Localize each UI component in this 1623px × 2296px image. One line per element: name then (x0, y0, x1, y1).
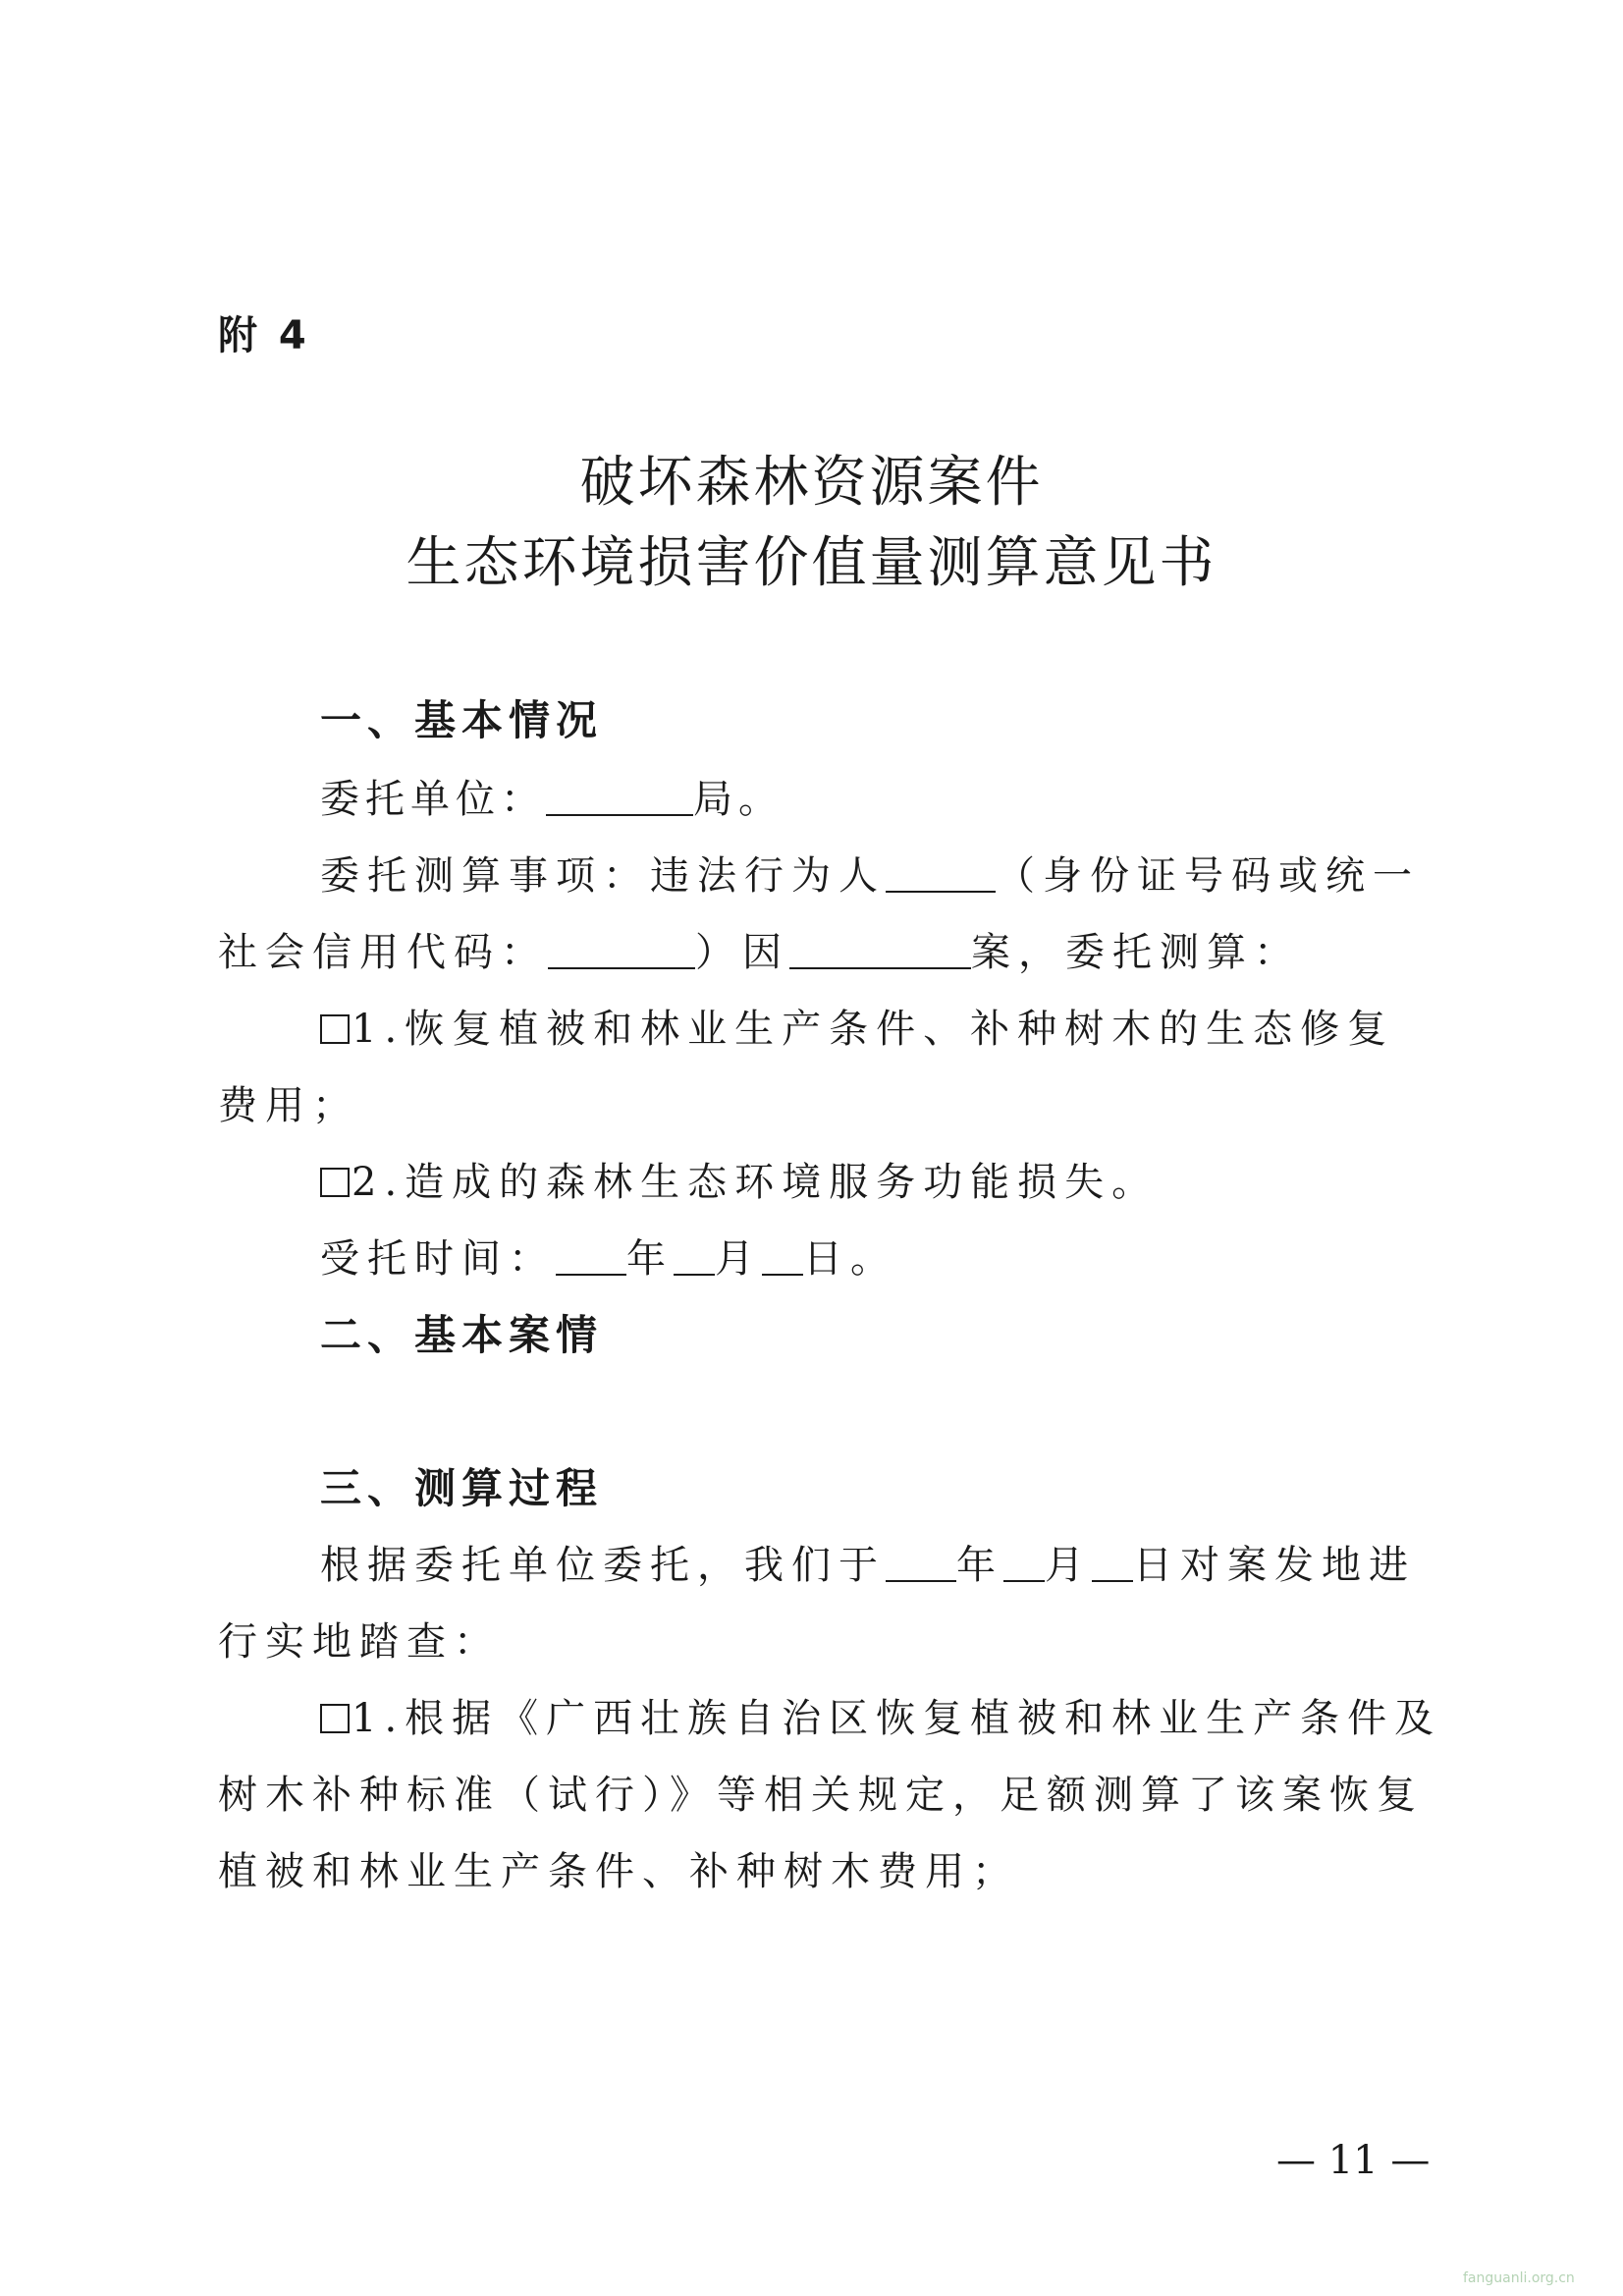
process-item-1-line-1 (320, 1689, 1441, 1748)
survey-day-blank (1092, 1541, 1133, 1582)
section-heading-basic-info: 一、基本情况 (320, 696, 604, 744)
process-item-1-line-2: 树木补种标准（试行）》等相关规定，足额测算了该案恢复 (218, 1773, 1424, 1818)
received-month-blank (674, 1234, 715, 1276)
option-1-text: 1.恢复植被和林业生产条件、补种树木的生态修复 (352, 1007, 1395, 1052)
document-title-line2: 生态环境损害价值量测算意见书 (406, 531, 1217, 595)
option-2-text: 2.造成的森林生态环境服务功能损失。 (352, 1160, 1160, 1205)
option-1-line-2: 费用； (218, 1083, 359, 1128)
received-date-line (320, 1230, 897, 1288)
survey-year-blank (886, 1541, 956, 1582)
process-item-1-text: 1.根据《广西壮族自治区恢复植被和林业生产条件及 (352, 1696, 1442, 1741)
client-line (320, 770, 784, 829)
matter-line-1 (320, 847, 1420, 905)
option-1-checkbox[interactable] (320, 1014, 350, 1044)
credit-code-blank (548, 928, 695, 969)
matter-tail: 案，委托测算： (971, 930, 1301, 975)
option-1-line-1 (320, 1000, 1394, 1059)
process-line-1 (320, 1536, 1416, 1595)
client-label: 委托单位： (320, 777, 546, 822)
offender-blank (886, 851, 996, 893)
survey-year-label: 年 (956, 1543, 1003, 1588)
matter-id-text: （身份证号码或统一 (996, 853, 1420, 899)
case-cause-label: ）因 (695, 930, 789, 975)
case-name-blank (789, 928, 971, 969)
process-line-2: 行实地踏查： (218, 1619, 501, 1665)
survey-month-blank (1003, 1541, 1045, 1582)
client-suffix: 局。 (693, 777, 784, 822)
matter-label: 委托测算事项：违法行为人 (320, 853, 886, 899)
client-blank (546, 775, 693, 816)
received-date-label: 受托时间： (320, 1236, 556, 1282)
survey-month-label: 月 (1045, 1543, 1092, 1588)
section-heading-process: 三、测算过程 (320, 1464, 604, 1512)
credit-code-label: 社会信用代码： (218, 930, 548, 975)
document-title-line1: 破坏森林资源案件 (579, 451, 1044, 515)
process-item-1-line-3: 植被和林业生产条件、补种树木费用； (218, 1849, 1019, 1894)
process-intro-tail: 日对案发地进 (1133, 1543, 1416, 1588)
received-day-label: 日。 (803, 1236, 897, 1282)
matter-line-2 (218, 923, 1301, 982)
received-day-blank (762, 1234, 803, 1276)
annex-label: 附 4 (218, 313, 310, 358)
watermark: fanguanli.org.cn (1463, 2270, 1575, 2286)
option-2-checkbox[interactable] (320, 1168, 350, 1197)
page-number: — 11 — (1276, 2138, 1431, 2183)
received-year-blank (556, 1234, 626, 1276)
process-item-1-checkbox[interactable] (320, 1704, 350, 1733)
received-month-label: 月 (715, 1236, 762, 1282)
process-intro: 根据委托单位委托，我们于 (320, 1543, 886, 1588)
section-heading-case-facts: 二、基本案情 (320, 1311, 604, 1359)
option-2-line (320, 1153, 1159, 1212)
received-year-label: 年 (626, 1236, 674, 1282)
